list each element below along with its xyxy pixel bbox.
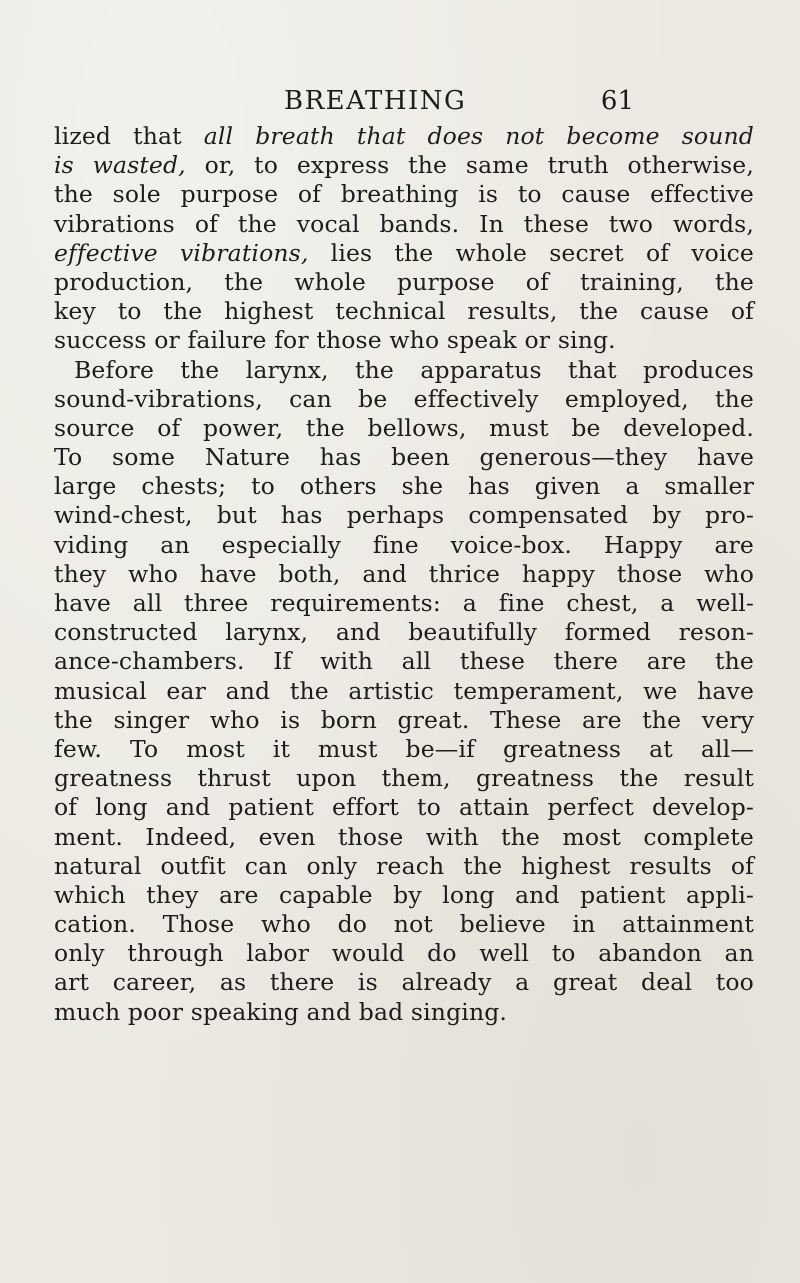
text-line: effective vibrations, lies the whole secret of voice: [54, 238, 754, 267]
text-line: is wasted, or, to express the same truth otherwise,: [54, 151, 754, 180]
text-line: only through labor would do well to abandon an: [54, 939, 754, 968]
text-line: success or failure for those who speak or sing.: [54, 326, 616, 355]
paragraph-start-line: Before the larynx, the apparatus that produces: [74, 355, 754, 384]
text-line: art career, as there is already a great deal too: [54, 968, 754, 997]
text-line: ment. Indeed, even those with the most complete: [54, 822, 754, 851]
text-line: cation. Those who do not believe in attainment: [54, 910, 754, 939]
body-text: [54, 122, 754, 1027]
text-line: which they are capable by long and patient appli-: [54, 880, 754, 909]
text-line: lized that all breath that does not become sound: [54, 122, 754, 150]
text-line: vibrations of the vocal bands. In these two words,: [54, 209, 754, 238]
text-line: the singer who is born great. These are the very: [54, 705, 754, 734]
text-line: key to the highest technical results, the cause of: [54, 297, 754, 326]
text-line: To some Nature has been generous—they have: [54, 443, 754, 472]
text-line: they who have both, and thrice happy those who: [54, 559, 754, 588]
text-line: the sole purpose of breathing is to cause effective: [54, 180, 754, 209]
text-line: ance-chambers. If with all these there are the: [54, 647, 754, 676]
text-line: sound-vibrations, can be effectively employed, the: [54, 384, 754, 413]
text-line: constructed larynx, and beautifully formed reson-: [54, 618, 754, 647]
text-line: of long and patient effort to attain perfect develop-: [54, 793, 754, 822]
text-line: much poor speaking and bad singing.: [54, 997, 508, 1026]
text-line: greatness thrust upon them, greatness the result: [54, 764, 754, 793]
text-line: large chests; to others she has given a smaller: [54, 472, 754, 501]
running-header: [200, 84, 640, 118]
text-line: production, the whole purpose of training, the: [54, 267, 754, 296]
text-line: viding an especially fine voice-box. Happy are: [54, 530, 754, 559]
text-line: wind-chest, but has perhaps compensated by pro-: [54, 501, 754, 530]
running-title: BREATHING: [284, 86, 467, 116]
page-number: 61: [600, 86, 634, 116]
text-line: few. To most it must be—if greatness at all—: [54, 734, 754, 763]
text-line: source of power, the bellows, must be developed.: [54, 413, 754, 442]
text-line: natural outfit can only reach the highest results of: [54, 851, 754, 880]
text-line: have all three requirements: a fine chest, a well-: [54, 589, 754, 617]
text-line: musical ear and the artistic temperament, we have: [54, 676, 754, 705]
